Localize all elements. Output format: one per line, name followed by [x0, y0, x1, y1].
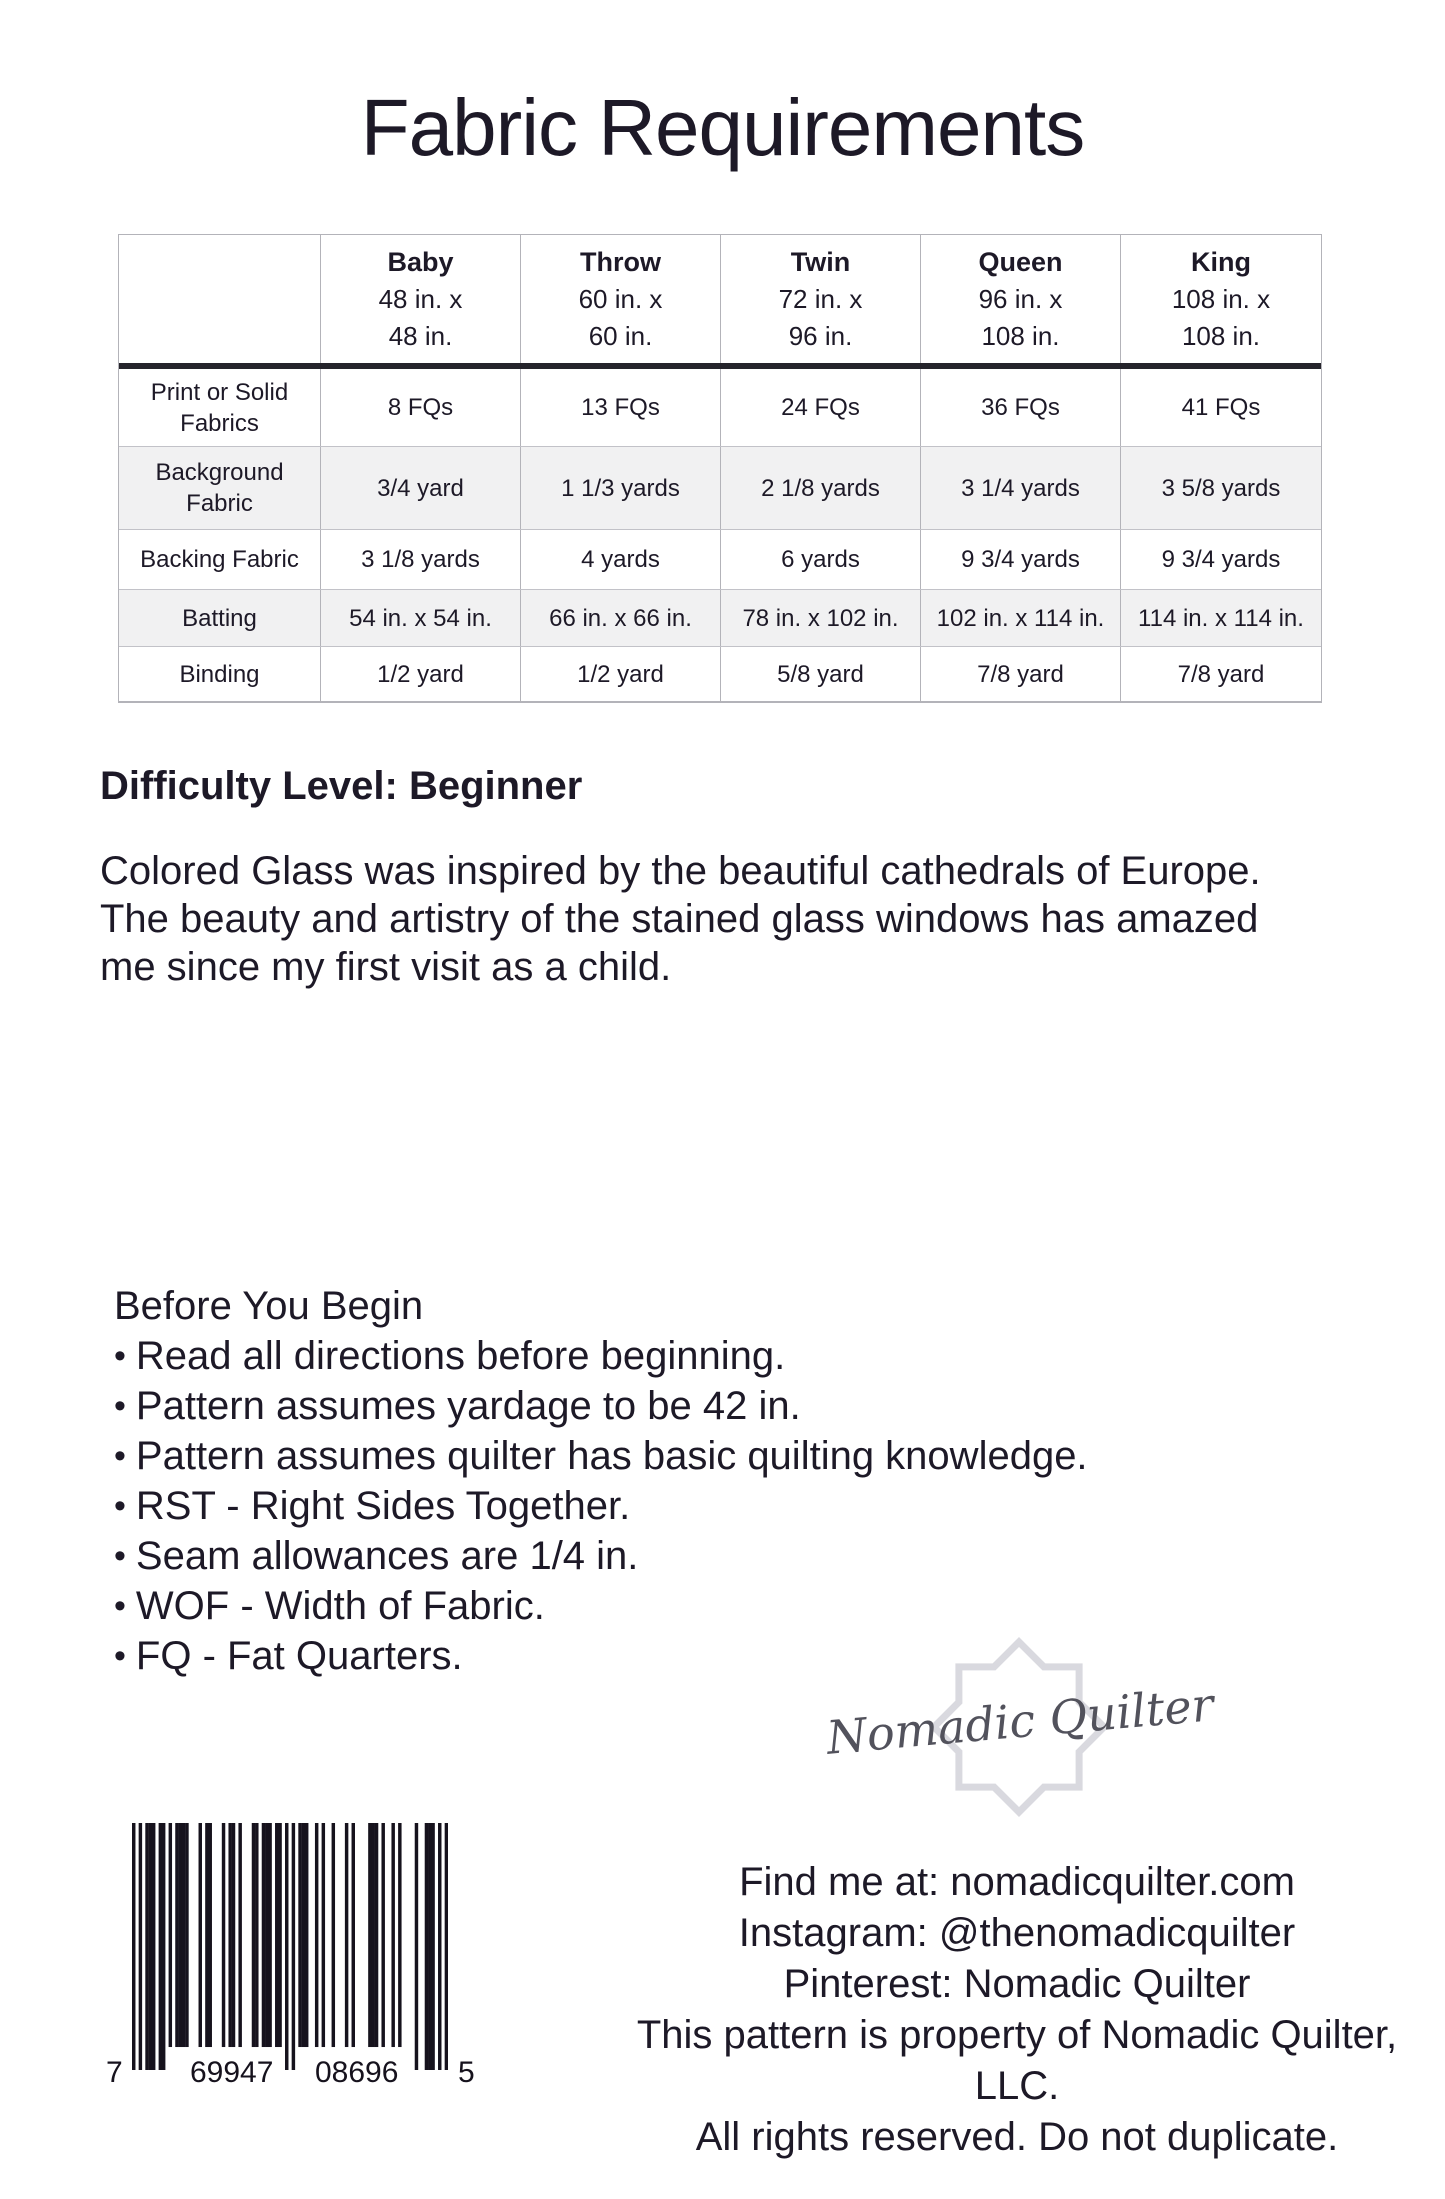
- table-cell: 3 5/8 yards: [1161, 474, 1281, 502]
- bullet-icon: •: [114, 1537, 126, 1575]
- column-size-line: 96 in. x: [978, 284, 1063, 314]
- description-paragraph: [100, 847, 1261, 991]
- table-header-baby: [321, 235, 521, 363]
- list-item-text: WOF - Width of Fabric.: [135, 1584, 545, 1628]
- difficulty-level: Difficulty Level: Beginner: [100, 764, 583, 808]
- list-item-text: Pattern assumes yardage to be 42 in.: [135, 1384, 801, 1428]
- footer-line-pinterest: Pinterest: Nomadic Quilter: [783, 1962, 1251, 2006]
- table-cell: 24 FQs: [721, 369, 921, 446]
- row-label: Batting: [119, 590, 321, 646]
- list-item: [114, 1481, 1088, 1531]
- bullet-icon: •: [114, 1337, 126, 1375]
- column-size-line: 108 in.: [981, 321, 1060, 351]
- column-label: Baby: [387, 247, 454, 277]
- before-you-begin-title: Before You Begin: [114, 1284, 424, 1328]
- table-cell: 4 yards: [521, 530, 721, 589]
- table-row-batting: [119, 590, 1321, 647]
- footer-line-instagram: Instagram: @thenomadicquilter: [738, 1911, 1296, 1955]
- list-item: [114, 1581, 1088, 1631]
- bullet-icon: •: [114, 1387, 126, 1425]
- list-item: [114, 1331, 1088, 1381]
- fabric-requirements-table: [118, 234, 1322, 703]
- column-label: Queen: [978, 247, 1063, 277]
- table-cell: 5/8 yard: [721, 647, 921, 701]
- bullet-icon: •: [114, 1437, 126, 1475]
- table-cell: 54 in. x 54 in.: [321, 590, 521, 646]
- table-header-queen: [921, 235, 1121, 363]
- footer-line-website: Find me at: nomadicquilter.com: [739, 1860, 1295, 1904]
- barcode-digit-group: 69947: [190, 2056, 274, 2089]
- table-cell: 7/8 yard: [1177, 660, 1265, 688]
- table-cell: 9 3/4 yards: [1161, 546, 1281, 573]
- bullet-icon: •: [114, 1637, 126, 1675]
- column-size-line: 108 in. x: [1171, 284, 1271, 314]
- table-header-row: [119, 235, 1321, 369]
- table-cell: 3 1/4 yards: [921, 447, 1121, 529]
- table-cell: 102 in. x 114 in.: [921, 590, 1121, 646]
- table-cell: 66 in. x 66 in.: [521, 590, 721, 646]
- table-cell: 8 FQs: [321, 369, 521, 446]
- table-cell: 6 yards: [721, 530, 921, 589]
- table-cell: 1/2 yard: [321, 647, 521, 701]
- column-size-line: 72 in. x: [778, 284, 863, 314]
- bullet-icon: •: [114, 1487, 126, 1525]
- bullet-icon: •: [114, 1587, 126, 1625]
- table-header-king: [1121, 235, 1321, 363]
- table-cell: 1 1/3 yards: [521, 447, 721, 529]
- footer-line-copyright: This pattern is property of Nomadic Quilter, LLC.: [636, 2013, 1398, 2108]
- list-item-text: RST - Right Sides Together.: [135, 1484, 631, 1528]
- table-cell: 3/4 yard: [321, 447, 521, 529]
- description-line: me since my first visit as a child.: [100, 945, 672, 989]
- list-item-text: FQ - Fat Quarters.: [135, 1634, 463, 1678]
- footer: [592, 1857, 1442, 2163]
- table-cell: 41 FQs: [1181, 394, 1261, 421]
- table-row-backing-fabric: [119, 530, 1321, 590]
- column-label: Throw: [580, 247, 661, 277]
- table-cell: 2 1/8 yards: [721, 447, 921, 529]
- table-cell: 36 FQs: [921, 369, 1121, 446]
- page-title: Fabric Requirements: [360, 83, 1085, 172]
- list-item-text: Pattern assumes quilter has basic quilting knowledge.: [135, 1434, 1088, 1478]
- list-item-text: Seam allowances are 1/4 in.: [135, 1534, 639, 1578]
- barcode-digit: 5: [458, 2056, 475, 2089]
- table-header-empty-cell: [119, 235, 321, 363]
- row-label: Print or Solid Fabrics: [119, 369, 321, 446]
- barcode-digit-group: 08696: [315, 2056, 399, 2089]
- list-item: [114, 1381, 1088, 1431]
- table-header-twin: [721, 235, 921, 363]
- column-size-line: 48 in. x: [378, 284, 463, 314]
- table-row-print-or-solid-fabrics: [119, 369, 1321, 447]
- table-row-background-fabric: [119, 447, 1321, 530]
- list-item: [114, 1431, 1088, 1481]
- before-you-begin-section: [114, 1281, 1088, 1681]
- column-label: Twin: [790, 247, 851, 277]
- column-size-line: 108 in.: [1181, 321, 1261, 351]
- table-cell: 9 3/4 yards: [921, 530, 1121, 589]
- table-cell: 3 1/8 yards: [321, 530, 521, 589]
- table-row-binding: [119, 647, 1321, 702]
- column-size-line: 96 in.: [788, 321, 853, 351]
- table-header-throw: [521, 235, 721, 363]
- table-cell: 78 in. x 102 in.: [721, 590, 921, 646]
- barcode-bars: [132, 1823, 448, 2070]
- row-label: Backing Fabric: [119, 530, 321, 589]
- column-label: King: [1191, 247, 1251, 277]
- row-label: Binding: [119, 647, 321, 701]
- logo-script-text: Nomadic Quilter: [824, 1677, 1216, 1765]
- column-size-line: 48 in.: [388, 321, 453, 351]
- footer-line-rights: All rights reserved. Do not duplicate.: [695, 2115, 1339, 2159]
- table-cell: 7/8 yard: [921, 647, 1121, 701]
- table-cell: 1/2 yard: [521, 647, 721, 701]
- description-line: The beauty and artistry of the stained glass windows has amazed: [100, 897, 1259, 941]
- list-item: [114, 1531, 1088, 1581]
- list-item-text: Read all directions before beginning.: [135, 1334, 786, 1378]
- row-label: Background Fabric: [119, 447, 321, 529]
- table-cell: 13 FQs: [521, 369, 721, 446]
- description-line: Colored Glass was inspired by the beautiful cathedrals of Europe.: [100, 849, 1261, 893]
- barcode: [98, 1823, 493, 2103]
- table-cell: 114 in. x 114 in.: [1138, 604, 1304, 632]
- column-size-line: 60 in. x: [578, 284, 663, 314]
- barcode-digit: 7: [106, 2056, 123, 2089]
- column-size-line: 60 in.: [588, 321, 653, 351]
